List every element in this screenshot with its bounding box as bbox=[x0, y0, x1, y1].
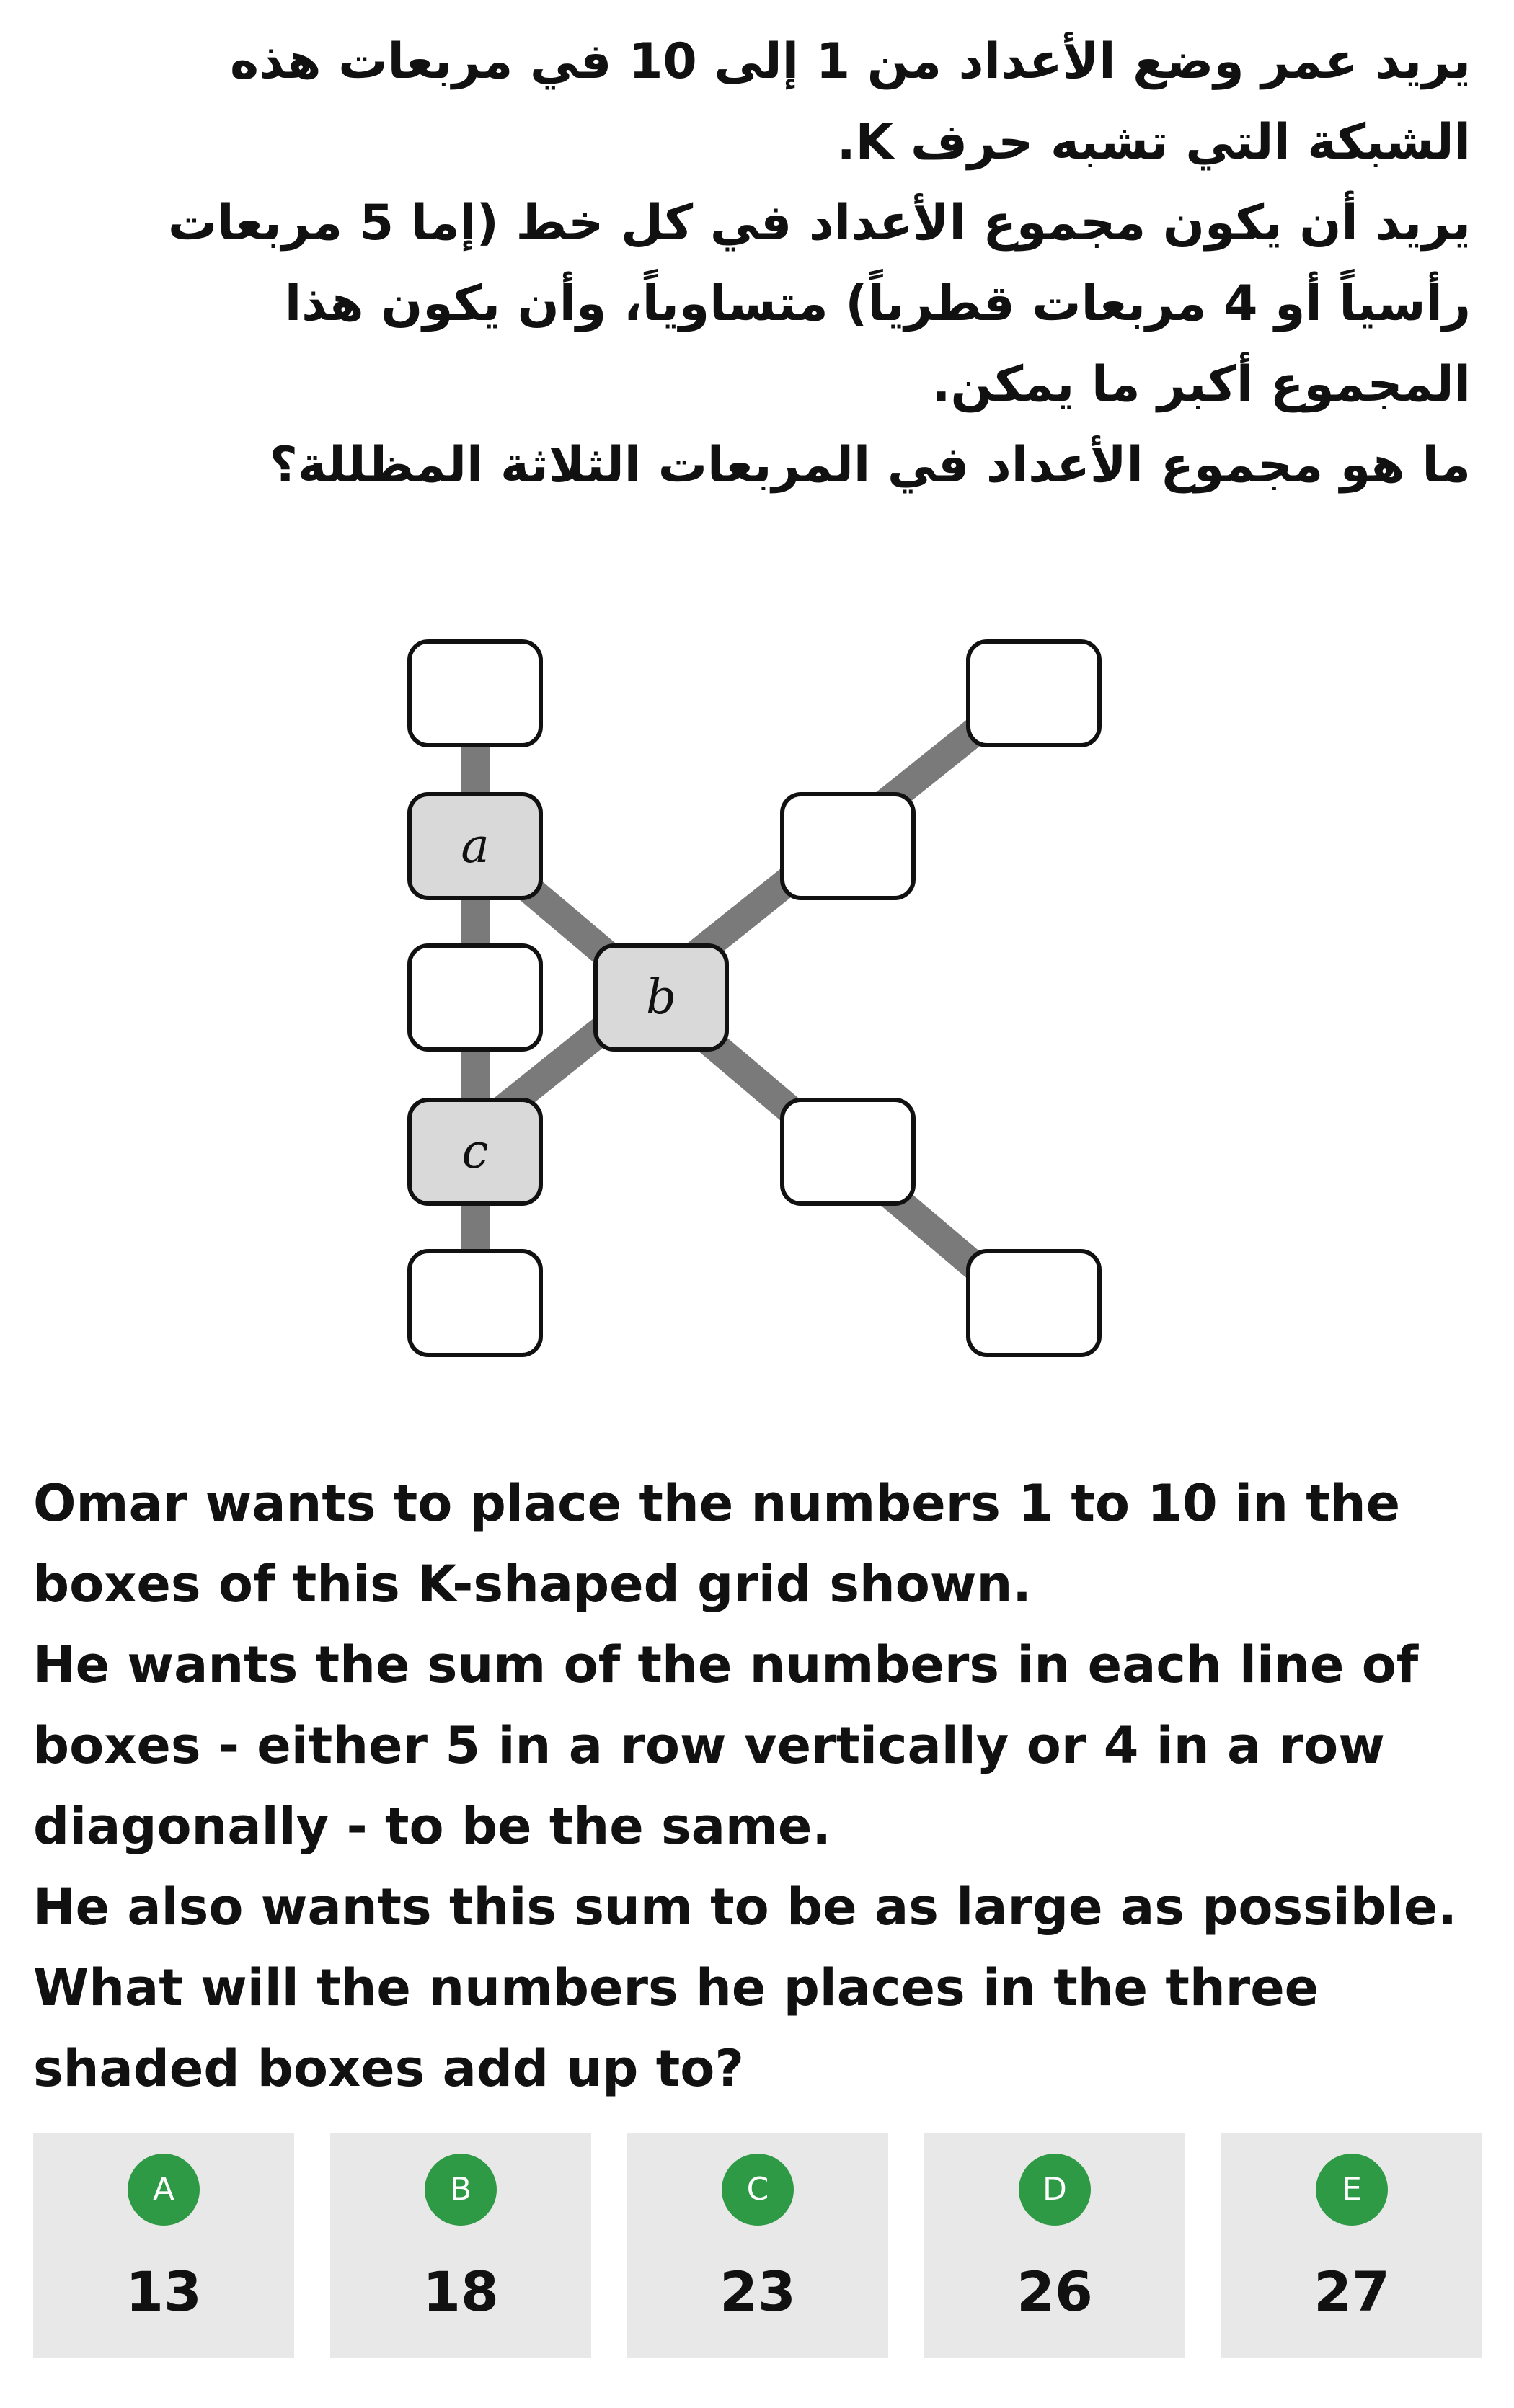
k-grid-svg bbox=[0, 620, 1514, 1384]
answer-value: 18 bbox=[422, 2260, 499, 2324]
answer-value: 23 bbox=[720, 2260, 796, 2324]
english-line: He also wants this sum to be as large as possible. bbox=[33, 1878, 1457, 1937]
answer-options bbox=[33, 2133, 1482, 2358]
k-shaped-grid-figure bbox=[0, 620, 1514, 1384]
answer-value: 27 bbox=[1314, 2260, 1390, 2324]
box-v1 bbox=[410, 641, 541, 745]
question-arabic bbox=[43, 22, 1471, 506]
answer-letter-badge: E bbox=[1316, 2154, 1388, 2226]
english-line: What will the numbers he places in the three bbox=[33, 1958, 1319, 2017]
arabic-line: المجموع أكبر ما يمكن. bbox=[931, 356, 1471, 413]
answer-letter-badge: C bbox=[722, 2154, 794, 2226]
label-b: b bbox=[645, 969, 677, 1025]
english-line: He wants the sum of the numbers in each line of bbox=[33, 1635, 1419, 1694]
arabic-line: يريد أن يكون مجموع الأعداد في كل خط (إما 5 مربعات bbox=[167, 195, 1471, 252]
arabic-line: يريد عمر وضع الأعداد من 1 إلى 10 في مربعات هذه bbox=[229, 33, 1471, 90]
question-english bbox=[33, 1463, 1475, 2109]
answer-option-c[interactable] bbox=[627, 2133, 888, 2358]
answer-letter-badge: A bbox=[128, 2154, 200, 2226]
box-upper-right bbox=[968, 641, 1099, 745]
answer-value: 13 bbox=[125, 2260, 202, 2324]
english-line: Omar wants to place the numbers 1 to 10 in the bbox=[33, 1474, 1401, 1533]
arabic-line: رأسياً أو 4 مربعات قطرياً) متساوياً، وأن يكون هذا bbox=[284, 275, 1471, 332]
answer-option-e[interactable] bbox=[1221, 2133, 1482, 2358]
box-lower-right bbox=[968, 1251, 1099, 1355]
arabic-line: ما هو مجموع الأعداد في المربعات الثلاثة المظللة؟ bbox=[269, 437, 1471, 494]
answer-letter-badge: B bbox=[425, 2154, 497, 2226]
answer-option-b[interactable] bbox=[330, 2133, 591, 2358]
white-boxes bbox=[410, 641, 1099, 1355]
english-line: boxes of this K-shaped grid shown. bbox=[33, 1555, 1032, 1614]
english-line: boxes - either 5 in a row vertically or 4 in a row bbox=[33, 1716, 1385, 1775]
label-a: a bbox=[461, 818, 490, 874]
box-upper-mid bbox=[782, 794, 913, 898]
grid-lines bbox=[475, 692, 1024, 1308]
answer-option-d[interactable] bbox=[924, 2133, 1185, 2358]
answer-option-a[interactable] bbox=[33, 2133, 294, 2358]
box-lower-mid bbox=[782, 1100, 913, 1204]
label-c: c bbox=[461, 1124, 489, 1179]
english-line: shaded boxes add up to? bbox=[33, 2039, 744, 2098]
answer-value: 26 bbox=[1017, 2260, 1093, 2324]
english-line: diagonally - to be the same. bbox=[33, 1797, 831, 1856]
box-v3 bbox=[410, 946, 541, 1049]
answer-letter-badge: D bbox=[1019, 2154, 1091, 2226]
arabic-line: الشبكة التي تشبه حرف K. bbox=[836, 114, 1471, 171]
box-v5 bbox=[410, 1251, 541, 1355]
